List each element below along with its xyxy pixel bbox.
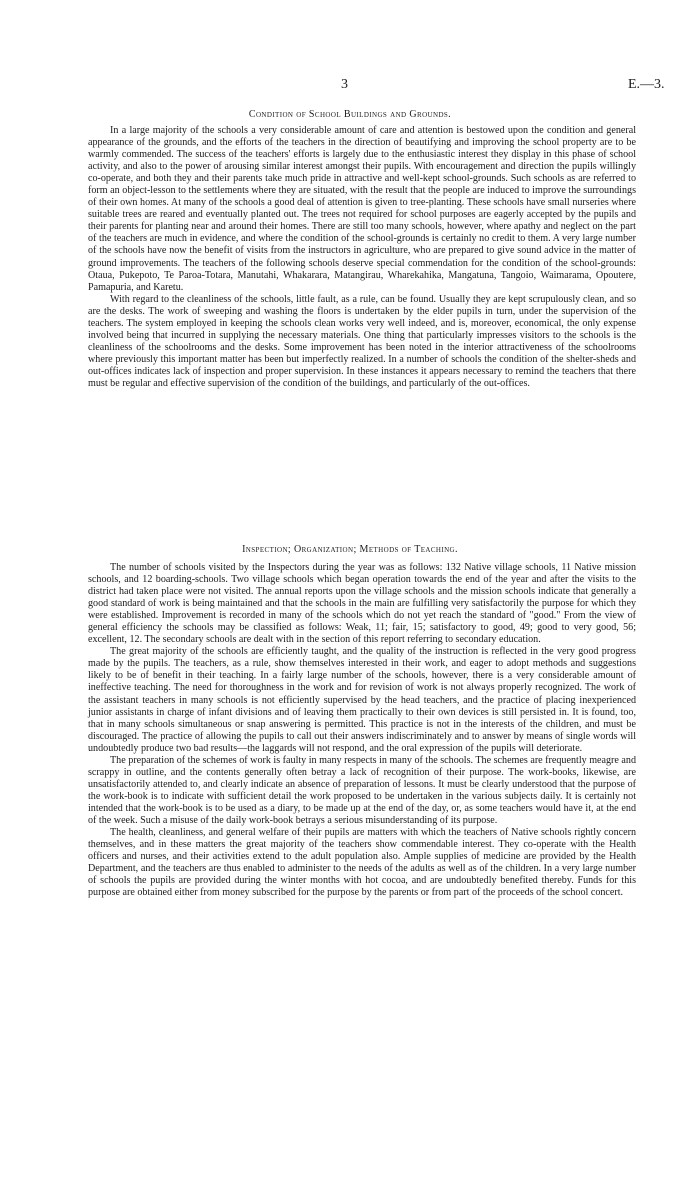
paragraph: In a large majority of the schools a very considerable amount of care and attention is bestowed upon the condition and general appearance of the grounds, and the efforts of the teachers in the direction of beautifying and improving the school property are to be warmly commended. The success of the teachers' efforts is largely due to the enthusiastic interest they display in this phase of school activity, and also to the power of arousing similar interest amongst their pupils. With encouragement and direction the pupils willingly co-operate, and both they and their parents take much pride in attractive and well-kept school-grounds. Such schools as are referred to form an object-lesson to the settlements where they are situated, with the result that the people are induced to improve the surroundings of their own homes. At many of the schools a good deal of attention is given to tree-planting. These schools have small nurseries where suitable trees are reared and eventually planted out. The trees not required for school purposes are eagerly accepted by the pupils and their parents for planting near and around their homes. There are still too many schools, however, where apathy and neglect on the part of the teachers are much in evidence, and where the condition of the school-grounds is certainly no credit to them. A very large number of the schools have now the benefit of visits from the instructors in agriculture, who are prepared to give sound advice in the matter of ground improvements. The teachers of the following schools deserve special commendation for the condition of the school-grounds: Otaua, Pukepoto, Te Paroa-Totara, Manutahi, Whakarara, Matangirau, Wharekahika, Mangatuna, Tangoio, Waimarama, Opoutere, Pamapuria, and Karetu. — [88, 125, 636, 293]
paragraph: The number of schools visited by the Inspectors during the year was as follows: 132 Native village schools, 11 Native mission schools, and 12 boarding-schools. Two village schools which began operation towards the end of the year and after the visits to the district had taken place were not visited. The annual reports upon the village schools and the mission schools indicate that generally a good standard of work is being maintained and that the schools in the main are fulfilling very satisfactorily the purpose for which they were established. Improvement is recorded in many of the schools which do not yet reach the standard of "good." From the view of general efficiency the schools may be classified as follows: Weak, 11; fair, 15; satisfactory to good, 49; good to very good, 56; excellent, 12. The secondary schools are dealt with in the section of this report referring to secondary education. — [88, 562, 636, 646]
section-body-inspection — [88, 562, 636, 899]
page-number: 3 — [341, 77, 348, 92]
paragraph: With regard to the cleanliness of the schools, little fault, as a rule, can be found. Usually they are kept scrupulously clean, and so are the desks. The work of sweeping and washing the floors is undertaken by the elder pupils in turn, under the supervision of the teachers. The system employed in keeping the schools clean works very well indeed, and is, moreover, economical, the only expense involved being that incurred in supplying the necessary materials. One thing that particularly impresses visitors to the schools is the cleanliness of the schoolrooms and the desks. Some improvement has been noted in the interior attractiveness of the schoolrooms where previously this important matter has been but imperfectly realized. In a number of schools the condition of the shelter-sheds and out-offices indicates lack of inspection and proper supervision. In these instances it appears necessary to remind the teachers that there must be regular and effective supervision of the condition of the buildings, and particularly of the out-offices. — [88, 293, 636, 389]
paragraph: The preparation of the schemes of work is faulty in many respects in many of the schools. The schemes are frequently meagre and scrappy in outline, and the contents generally often betray a lack of recognition of their purpose. The work-books, likewise, are unsatisfactorily attended to, and clearly indicate an absence of preparation of lessons. It must be clearly understood that the purpose of the work-book is to indicate with sufficient detail the work proposed to be undertaken in the various subjects daily. It is certainly not intended that the work-book is to be used as a diary, to be made up at the end of the day, or, as some teachers would have it, at the end of the week. Such a misuse of the daily work-book betrays a serious misunderstanding of its purpose. — [88, 754, 636, 826]
section-heading-buildings: Condition of School Buildings and Grounds. — [248, 109, 452, 120]
section-heading-inspection: Inspection; Organization; Methods of Teaching. — [242, 544, 458, 555]
page-reference: E.—3. — [628, 77, 665, 92]
section-body-buildings — [88, 125, 636, 390]
paragraph: The health, cleanliness, and general welfare of their pupils are matters with which the teachers of Native schools rightly concern themselves, and in these matters the great majority of the teachers show commendable interest. They co-operate with the Health officers and nurses, and their activities extend to the adult population also. Ample supplies of medicine are provided by the Health Department, and the teachers are thus enabled to administer to the needs of the adults as well as of the children. In a very large number of schools the pupils are provided during the winter months with hot cocoa, and are undoubtedly benefited thereby. Funds for this purpose are obtained either from money subscribed for the purpose by the parents or from part of the proceeds of the school concert. — [88, 827, 636, 899]
paragraph: The great majority of the schools are efficiently taught, and the quality of the instruction is reflected in the very good progress made by the pupils. The teachers, as a rule, show themselves interested in their work, and eager to adopt methods and suggestions likely to be of benefit in their teaching. In a fairly large number of the schools, however, there is a very considerable amount of ineffective teaching. The need for thoroughness in the work and for revision of work is not always properly recognized. The work of the assistant teachers in many schools is not efficiently supervised by the head teachers, and the practice of placing inexperienced junior assistants in charge of infant divisions and of leaving them practically to their own devices is still persisted in. It is found, too, that in many schools simultaneous or snap answering is permitted. This practice is not in the interests of the children, and must be discouraged. The practice of allowing the pupils to call out their answers indiscriminately and to answer by means of single words will undoubtedly produce two bad results—the laggards will not respond, and the oral expression of the pupils will deteriorate. — [88, 646, 636, 754]
